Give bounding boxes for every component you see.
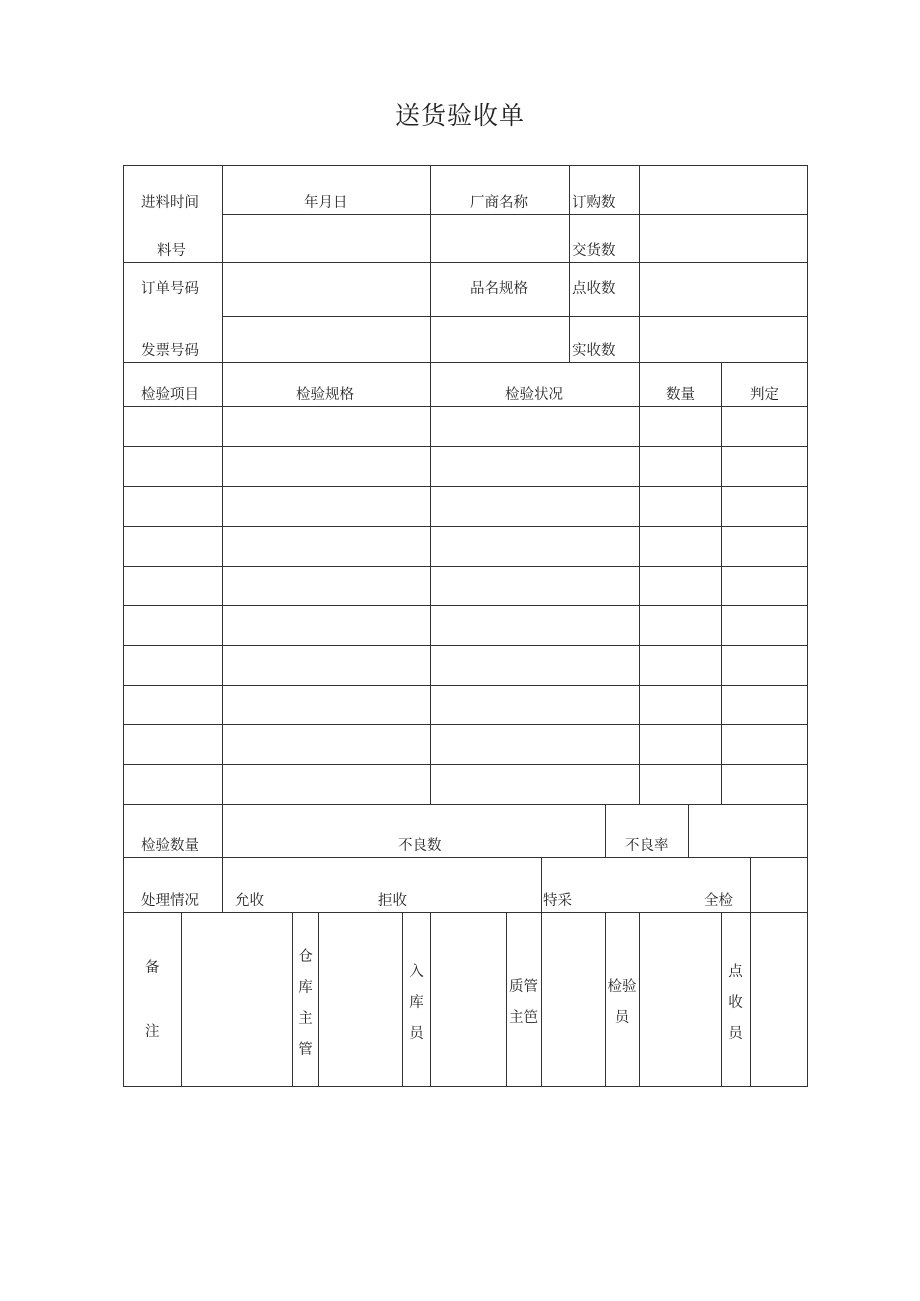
ordered-qty-label: 订购数 [572, 195, 616, 211]
column-header: 检验项目 [141, 387, 199, 403]
col-line [222, 165, 223, 362]
col-line [688, 804, 689, 857]
inspect-qty-label: 检验数量 [141, 838, 199, 854]
col-line [430, 165, 431, 362]
special-purchase-option: 特采 [543, 893, 572, 909]
col-line [750, 857, 751, 912]
col-line [750, 912, 751, 1086]
row-line [123, 912, 807, 913]
row-line [222, 316, 807, 317]
product-spec-label: 品名规格 [470, 281, 528, 297]
column-header: 检验状况 [505, 387, 563, 403]
accept-option: 允收 [235, 893, 264, 909]
date-value: 年月日 [304, 195, 348, 211]
form-border-top [123, 165, 807, 166]
col-line [222, 857, 223, 912]
row-line [123, 566, 807, 567]
row-line [123, 724, 807, 725]
form-border-left [123, 165, 124, 1087]
form-border-bottom [123, 1086, 807, 1087]
row-line [222, 214, 807, 215]
document-title: 送货验收单 [394, 101, 525, 130]
col-line [318, 912, 319, 1086]
defect-rate-label: 不良率 [625, 838, 669, 854]
col-line [222, 362, 223, 804]
invoice-no-label: 发票号码 [141, 343, 199, 359]
col-line [639, 912, 640, 1086]
defect-count-label: 不良数 [398, 838, 442, 854]
order-no-label: 订单号码 [141, 281, 199, 297]
row-line [123, 486, 807, 487]
col-line [639, 362, 640, 804]
remarks-label-bottom: 注 [145, 1024, 160, 1040]
form-border-right [807, 165, 808, 1087]
row-line [123, 262, 807, 263]
handling-label: 处理情况 [141, 893, 199, 909]
col-line [430, 362, 431, 804]
row-line [123, 685, 807, 686]
qc-supervisor-label: 质管 主笆 [509, 979, 538, 1026]
column-header: 检验规格 [296, 387, 354, 403]
col-line [222, 804, 223, 857]
row-line [123, 645, 807, 646]
remarks-label-top: 备 [145, 960, 160, 976]
warehouse-keeper-label: 入 库 员 [409, 964, 424, 1042]
counted-qty-label: 点收数 [572, 281, 616, 297]
row-line [123, 764, 807, 765]
row-line [123, 406, 807, 407]
delivered-qty-label: 交货数 [572, 243, 616, 259]
reject-option: 拒收 [378, 893, 407, 909]
row-line [123, 605, 807, 606]
row-line [123, 804, 807, 805]
col-line [605, 804, 606, 857]
col-line [721, 362, 722, 804]
col-line [569, 165, 570, 362]
vendor-name-label: 厂商名称 [470, 195, 528, 211]
received-qty-label: 实收数 [572, 343, 616, 359]
column-header: 判定 [750, 387, 779, 403]
warehouse-supervisor-label: 仓 库 主 管 [298, 949, 313, 1058]
inspector-label: 检验 员 [607, 979, 637, 1026]
col-line [541, 857, 542, 912]
receiver-label: 点 收 员 [728, 964, 743, 1042]
row-line [123, 446, 807, 447]
col-line [541, 912, 542, 1086]
column-header: 数量 [666, 387, 695, 403]
row-line [123, 362, 807, 363]
row-line [123, 857, 807, 858]
col-line [639, 165, 640, 362]
col-line [430, 912, 431, 1086]
full-inspection-option: 全检 [704, 893, 733, 909]
incoming-time-label: 进料时间 [141, 195, 199, 211]
row-line [123, 526, 807, 527]
part-no-label: 料号 [157, 243, 186, 259]
col-line [181, 912, 182, 1086]
